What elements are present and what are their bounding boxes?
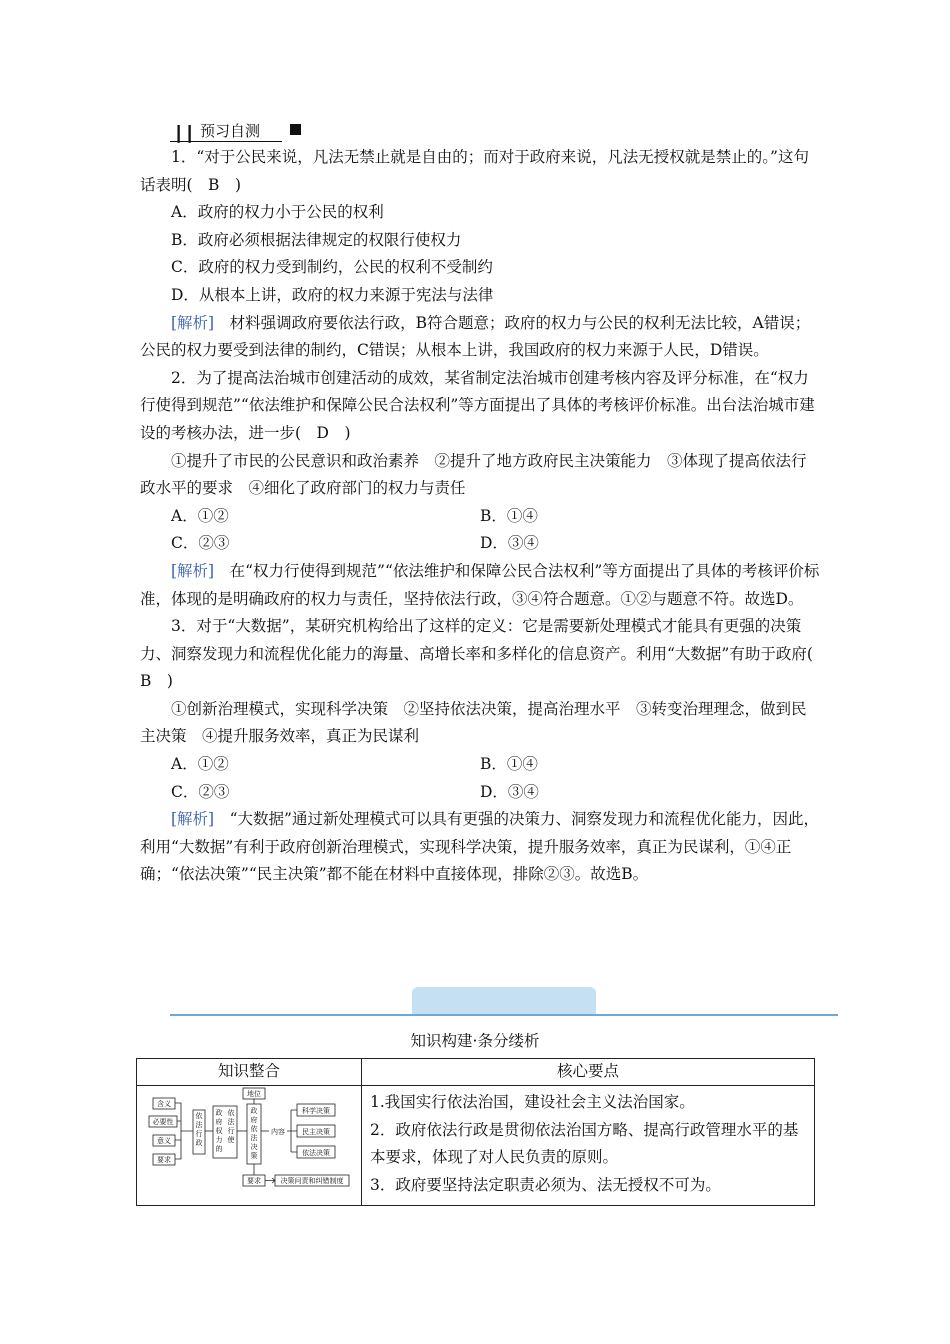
knowledge-map-diagram [137,1086,361,1196]
question-2-option-b: B．①④ [480,506,538,525]
knowledge-point-3: 3．政府要坚持法定职责必须为、法无授权不可为。 [370,1175,721,1194]
knowledge-diagram-cell [137,1086,362,1206]
diagram-arrow [265,1178,275,1183]
diagram-text-yiyi: 意义 [157,1137,171,1145]
analysis-text: 材料强调政府要依法行政，B符合题意；政府的权力与公民的权利无法比较，A错误；公民的权力要受到法律的制约，C错误；从根本上讲，我国政府的权力来源于人民，D错误。 [140,313,811,360]
question-1-option-b: B．政府必须根据法律规定的权限行使权力 [171,230,462,249]
question-3-option-d: D．③④ [480,782,539,801]
question-3-options-row-1 [140,751,820,779]
diagram-bracket-right [287,1110,297,1152]
knowledge-col-left: 知识整合 [137,1059,362,1086]
analysis-tag: [解析] [171,561,215,580]
section-divider [170,987,838,1017]
analysis-tag: [解析] [171,810,215,829]
diagram-text-minzhu: 民主决策 [302,1128,330,1136]
analysis-text: 在“权力行使得到规范”“依法维护和保障公民合法权利”等方面提出了具体的考核评价标准，体现的是明确政府的权力与责任，坚持依法行政，③④符合题意。①②与题意不符。故选D。 [140,561,820,608]
diagram-text-kexue: 科学决策 [302,1107,330,1115]
section-bars-icon: ┃┃ [174,125,197,143]
question-1-analysis [140,310,820,365]
question-1-option-d: D．从根本上讲，政府的权力来源于宪法与法律 [171,285,494,304]
diagram-text-require: 要求 [247,1177,261,1185]
knowledge-points-cell [362,1086,815,1206]
diagram-text-system: 决策问责和纠错制度 [280,1177,344,1185]
question-1-option-c: C．政府的权力受到制约，公民的权利不受制约 [171,258,493,277]
question-3-option-c: C．②③ [171,782,230,801]
question-1-option-a: A．政府的权力小于公民的权利 [171,203,384,222]
diagram-text-decision: 政府依法决策 [250,1107,258,1160]
square-bullet-icon [290,124,301,135]
question-2-option-d: D．③④ [480,534,539,553]
knowledge-point-1: 1.我国实行依法治国，建设社会主义法治国家。 [370,1093,695,1111]
diagram-text-content: 内容 [271,1128,285,1136]
question-3-options-row-2 [140,779,820,807]
question-2-stem: 2．为了提高法治城市创建活动的成效，某省制定法治城市创建考核内容及评分标准，在“权力行使得到规范”“依法维护和保障公民合法权利”等方面提出了具体的考核评价标准。出台法治城市建设的考核办法，进一步( D ) [140,368,815,442]
question-2-options-row-2 [140,530,820,558]
analysis-text: “大数据”通过新处理模式可以具有更强的决策力、洞察发现力和流程优化能力，因此，利用“大数据”有利于政府创新治理模式，实现科学决策，提升服务效率，真正为民谋利，①④正确；“依法决策”“民主决策”都不能在材料中直接体现，排除②③。故选B。 [140,810,819,884]
question-2-options-row-1 [140,503,820,531]
question-3-stem: 3．对于“大数据”，某研究机构给出了这样的定义：它是需要新处理模式才能具有更强的决策力、洞察发现力和流程优化能力的海量、高增长率和多样化的信息资产。利用“大数据”有助于政府( B ) [140,617,829,691]
diagram-text-biyaoxing: 必要性 [152,1118,174,1126]
divider-line [170,1014,838,1016]
diagram-text-yaoqiu: 要求 [157,1156,171,1164]
question-3-statements: ①创新治理模式，实现科学决策 ②坚持依法决策，提高治理水平 ③转变治理理念，做到民主决策 ④提升服务效率，真正为民谋利 [140,699,807,746]
diagram-text-yifajuece: 依法决策 [302,1149,330,1157]
diagram-text-hanyi: 含义 [157,1100,171,1108]
question-3-analysis [140,806,820,889]
diagram-bracket-left [175,1103,193,1159]
knowledge-title: 知识构建·条分缕析 [410,1032,540,1050]
section-header [140,118,820,144]
question-1-stem: 1．“对于公民来说，凡法无禁止就是自由的；而对于政府来说，凡法无授权就是禁止的。”这句话表明( B ) [140,148,809,194]
knowledge-table [136,1058,815,1206]
diagram-text-diwei: 地位 [247,1090,261,1098]
section-title: 预习自测 [200,122,261,140]
question-2-analysis [140,558,820,613]
analysis-tag: [解析] [171,313,215,332]
question-2-option-a: A．①② [171,506,229,525]
knowledge-col-right: 核心要点 [362,1059,815,1086]
diagram-text-quanli: 政府权力的依法行使 [215,1109,235,1153]
diagram-text-yifa: 依法行政 [195,1112,203,1147]
question-2-statements: ①提升了市民的公民意识和政治素养 ②提升了地方政府民主决策能力 ③体现了提高依法行政水平的要求 ④细化了政府部门的权力与责任 [140,451,807,498]
content-area [140,118,829,889]
knowledge-point-2: 2．政府依法行政是贯彻依法治国方略、提高行政管理水平的基本要求，体现了对人民负责的原则。 [370,1120,799,1167]
divider-tab [412,987,596,1014]
question-3-option-a: A．①② [171,755,229,774]
section-underline [170,141,282,142]
question-3-option-b: B．①④ [480,755,538,774]
question-2-option-c: C．②③ [171,534,230,553]
